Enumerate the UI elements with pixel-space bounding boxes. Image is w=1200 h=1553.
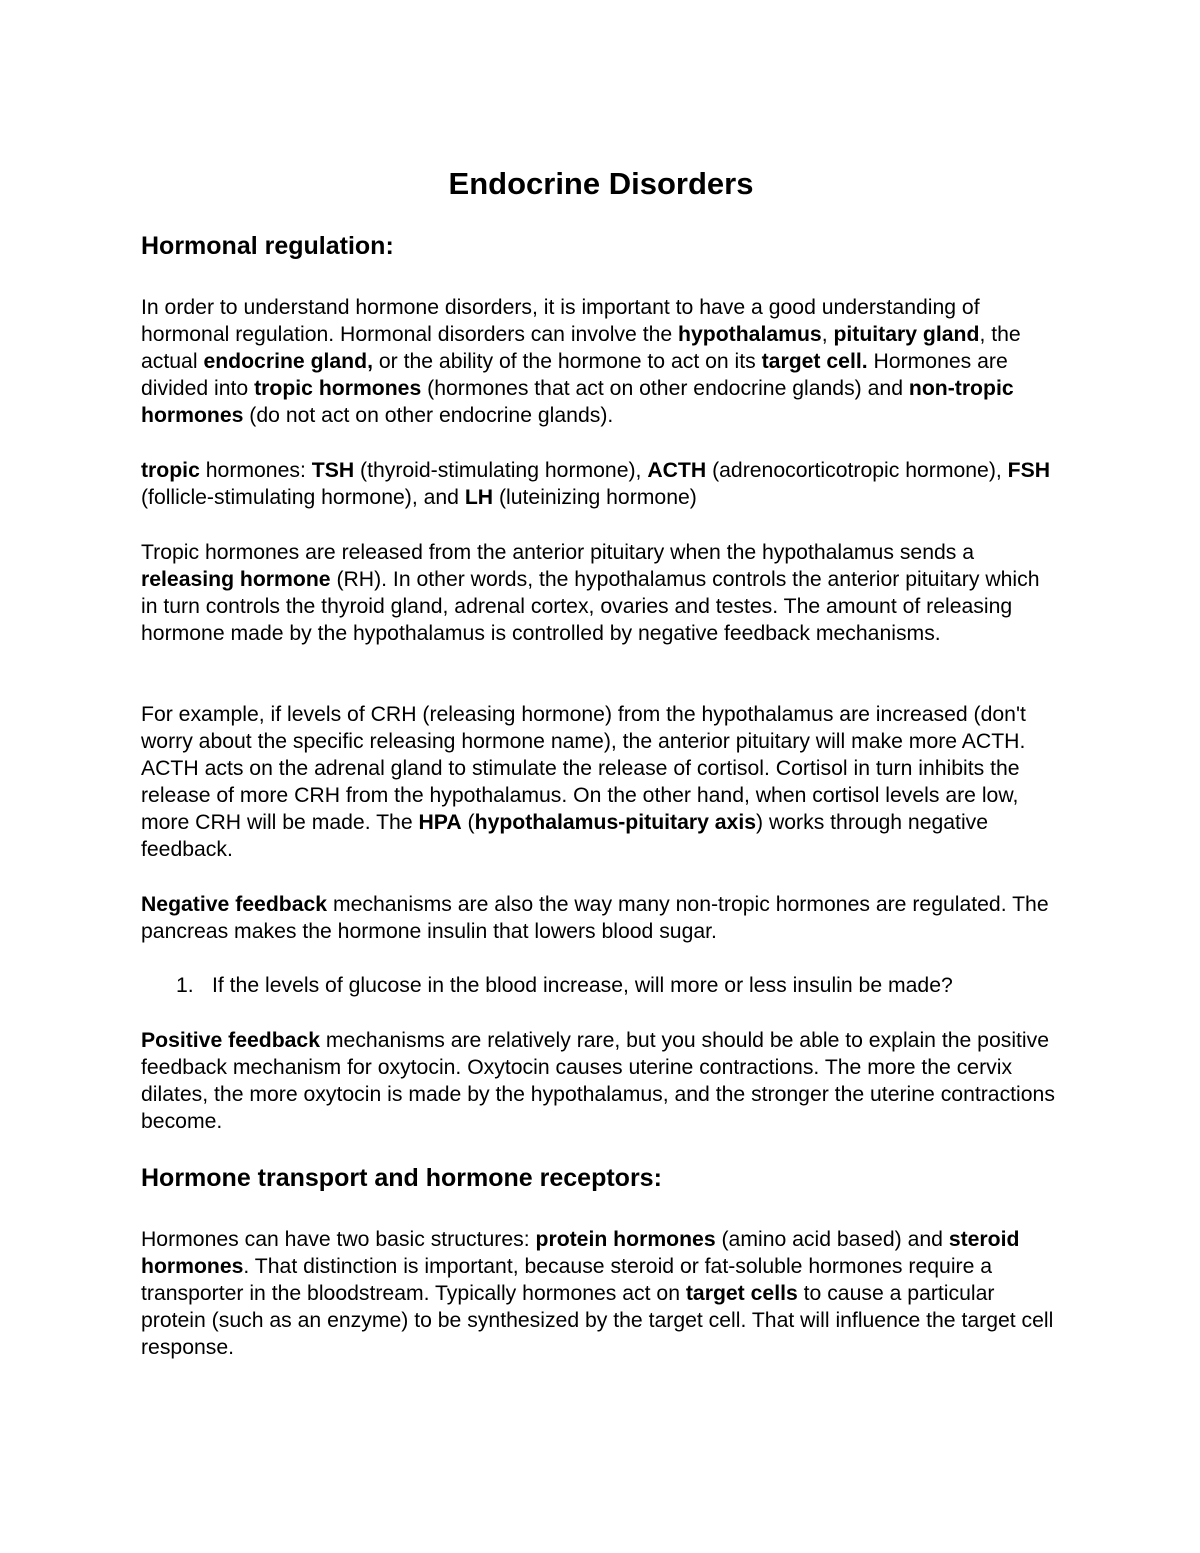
paragraph-negative-feedback: Negative feedback mechanisms are also the way many non-tropic hormones are regulated. The pancreas makes the hormone insulin that lowers blood sugar.: [141, 893, 1049, 943]
paragraph-intro: In order to understand hormone disorders, it is important to have a good understanding of hormonal regulation. Hormonal disorders can involve the hypothalamus, pituitary gland, the actual endocrine gland, or the ability of the hormone to act on its target cell. Hormones are divided into tropic hormones (hormones that act on other endocrine glands) and non-tropic hormones (do not act on other endocrine glands).: [141, 296, 1021, 427]
list-item-number: 1.: [176, 974, 194, 997]
list-item-text: If the levels of glucose in the blood increase, will more or less insulin be made?: [212, 974, 953, 997]
paragraph-hormone-structures: Hormones can have two basic structures: protein hormones (amino acid based) and steroid hormones. That distinction is important, because steroid or fat-soluble hormones require a transporter in the bloodstream. Typically hormones act on target cells to cause a particular protein (such as an enzyme) to be synthesized by the target cell. That will influence the target cell response.: [141, 1228, 1054, 1359]
section-heading-hormonal-regulation: Hormonal regulation:: [141, 232, 394, 260]
section-heading-hormone-transport: Hormone transport and hormone receptors:: [141, 1164, 662, 1192]
list-item: [176, 972, 953, 999]
paragraph-tropic-hormones: tropic hormones: TSH (thyroid-stimulating hormone), ACTH (adrenocorticotropic hormone), FSH (follicle-stimulating hormone), and LH (luteinizing hormone): [141, 459, 1051, 509]
paragraph-releasing-hormone: Tropic hormones are released from the anterior pituitary when the hypothalamus sends a releasing hormone (RH). In other words, the hypothalamus controls the anterior pituitary which in turn controls the thyroid gland, adrenal cortex, ovaries and testes. The amount of releasing hormone made by the hypothalamus is controlled by negative feedback mechanisms.: [141, 541, 1040, 645]
paragraph-positive-feedback: Positive feedback mechanisms are relatively rare, but you should be able to explain the positive feedback mechanism for oxytocin. Oxytocin causes uterine contractions. The more the cervix dilates, the more oxytocin is made by the hypothalamus, and the stronger the uterine contractions become.: [141, 1029, 1055, 1133]
document-title: Endocrine Disorders: [448, 166, 754, 201]
paragraph-crh-example: For example, if levels of CRH (releasing hormone) from the hypothalamus are increased (don't worry about the specific releasing hormone name), the anterior pituitary will make more ACTH. ACTH acts on the adrenal gland to stimulate the release of cortisol. Cortisol in turn inhibits the release of more CRH from the hypothalamus. On the other hand, when cortisol levels are low, more CRH will be made. The HPA (hypothalamus-pituitary axis) works through negative feedback.: [141, 703, 1026, 861]
